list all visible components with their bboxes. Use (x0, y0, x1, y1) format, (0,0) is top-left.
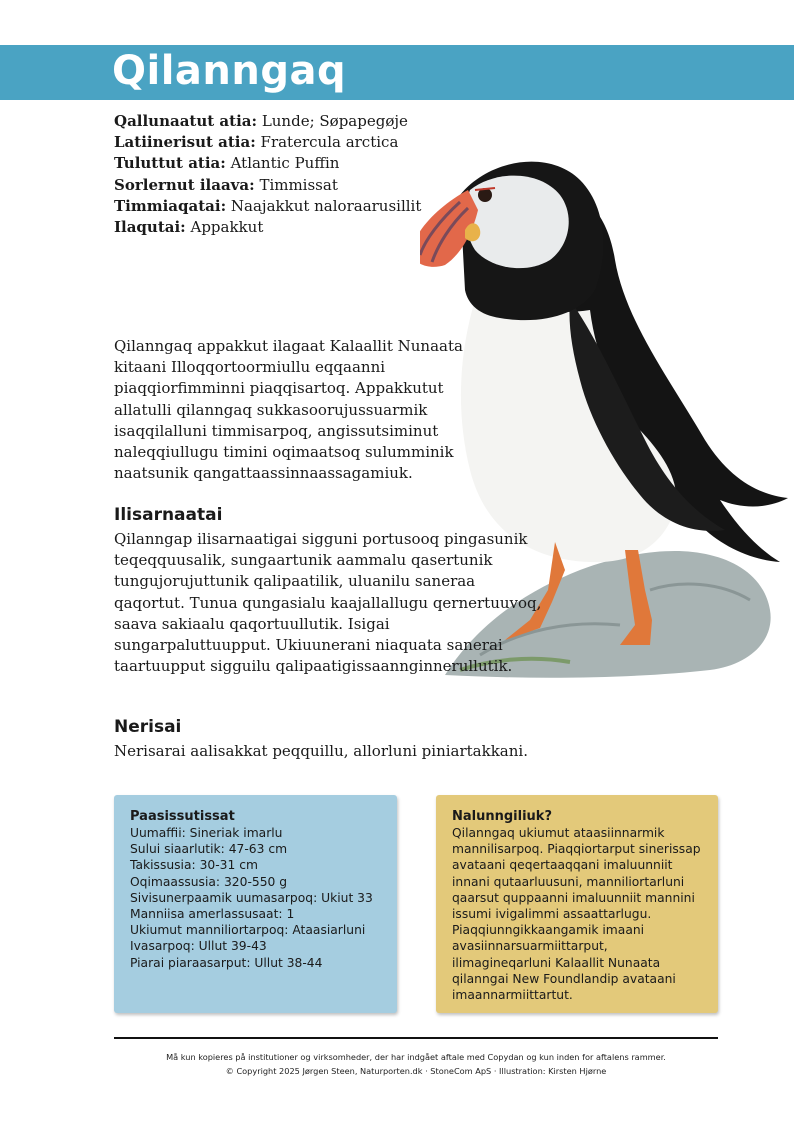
facts-list (130, 825, 381, 971)
did-you-know-text: Qilanngaq ukiumut ataasiinnarmik mannilisarpoq. Piaqqiortarput sinerissap avataani qeqertaaqqani imaluunniit innani qutaarluusuni, manniliortarluni qaarsut quppaanni imaluunniit mannini issumi ivigalimmi assaattarlugu. Piaqqiunngikkaangamik imaani avasiinnarsuarmiittarput, ilimagineqarluni Kalaallit Nunaata qilanngai New Foundlandip avataani imaannarmiittartut. (452, 826, 701, 1003)
fact-item: Manniisa amerlassusaat: 1 (130, 907, 295, 922)
fact-item: Takissusia: 30-31 cm (130, 858, 258, 873)
name-label: Ilaqutai: (114, 218, 186, 237)
fact-item: Oqimaassusia: 320-550 g (130, 874, 288, 889)
names-list (114, 111, 421, 238)
fact-item: Uumaffii: Sineriak imarlu (130, 826, 283, 840)
section-heading-nerisai: Nerisai (114, 717, 182, 737)
name-value: Timmissat (259, 175, 338, 194)
name-label: Sorlernut ilaava: (114, 175, 255, 194)
name-label: Qallunaatut atia: (114, 112, 258, 130)
name-value: Naajakkut naloraarusillit (230, 196, 422, 215)
facts-box (114, 795, 397, 1013)
name-label: Timmiaqatai: (114, 196, 227, 215)
fact-item: Piarai piaraasarput: Ullut 38-44 (130, 955, 323, 970)
fact-item: Sivisunerpaamik uumasarpoq: Ukiut 33 (130, 890, 373, 905)
name-row (114, 196, 421, 217)
footer-license: Må kun kopieres på institutioner og virksomheder, der har indgået aftale med Copydan og kun inden for aftalens rammer. (166, 1052, 666, 1062)
footer-copyright: © Copyright 2025 Jørgen Steen, Naturporten.dk · StoneCom ApS · Illustration: Kirsten Hjørne (225, 1066, 607, 1076)
name-row (114, 175, 421, 196)
name-row (114, 111, 421, 132)
intro-paragraph: Qilanngaq appakkut ilagaat Kalaallit Nunaata kitaani Illoqqortoormiullu eqqaanni piaqqiorfimminni piaqqisartoq. Appakkutut allatulli qilanngaq sukkasoorujussuarmik isaqqilalluni timmisarpoq, angissutsiminut naleqqiullugu timini oqimaatsoq sulumminik naatsunik qangattaassinnaassagamiuk. (114, 337, 463, 483)
facts-box-title: Paasissutissat (130, 809, 235, 824)
page-title: Qilanngaq (112, 48, 347, 94)
name-label: Tuluttut atia: (114, 154, 226, 173)
did-you-know-box (436, 795, 718, 1013)
fact-item: Ukiumut manniliortarpoq: Ataasiarluni (130, 923, 366, 938)
name-value: Lunde; Søpapegøje (261, 112, 408, 130)
name-value: Fratercula arctica (260, 133, 399, 152)
did-you-know-title: Nalunngiliuk? (452, 809, 552, 824)
name-row (114, 132, 421, 153)
section-text-nerisai: Nerisarai aalisakkat peqquillu, allorluni piniartakkani. (114, 742, 528, 760)
section-text-ilisarnaatai: Qilanngap ilisarnaatigai sigguni portusooq pingasunik teqeqquusalik, sungaartunik aammalu qasertunik tungujorujuttunik qalipaatilik, uluanilu saneraa qaqortut. Tunua qungasialu kaajallallugu qernertuuvoq, saava sakiaalu qaqortuullutik. Isigai sungarpaluttuupput. Ukiuunerani niaquata sanerai taartuupput sigguilu qalipaatigissaannginnerullutik. (114, 530, 542, 676)
footer-divider (114, 1037, 718, 1039)
name-label: Latiinerisut atia: (114, 133, 256, 152)
section-heading-ilisarnaatai: Ilisarnaatai (114, 505, 223, 525)
fact-item: Ivasarpoq: Ullut 39-43 (130, 939, 267, 954)
name-row (114, 217, 421, 238)
name-row (114, 153, 421, 174)
fact-item: Sului siaarlutik: 47-63 cm (130, 842, 288, 857)
name-value: Atlantic Puffin (230, 154, 340, 173)
name-value: Appakkut (190, 218, 264, 237)
